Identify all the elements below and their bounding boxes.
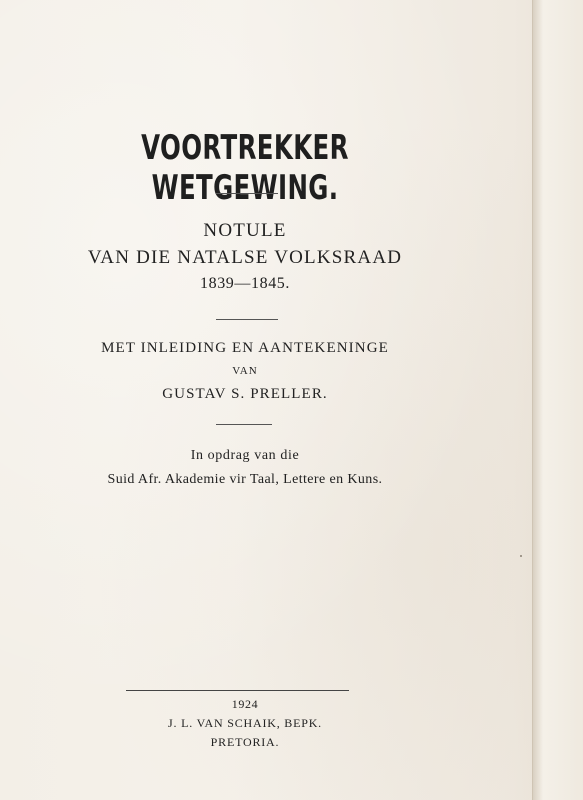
- author-name: GUSTAV S. PRELLER.: [162, 386, 328, 402]
- commission-line-1: In opdrag van die: [190, 448, 300, 463]
- year-range: 1839—1845.: [200, 275, 290, 292]
- divider-rule-2: [216, 319, 278, 320]
- publisher-name: J. L. VAN SCHAIK, BEPK.: [168, 716, 322, 730]
- adjacent-page-edge: [532, 0, 583, 800]
- page-title: VOORTREKKER WETGEWING.: [141, 128, 349, 208]
- publisher-city: PRETORIA.: [210, 735, 280, 749]
- publisher-rule: [126, 690, 349, 691]
- subtitle-line-2: VAN DIE NATALSE VOLKSRAAD: [87, 247, 403, 268]
- divider-rule-1: [216, 193, 278, 194]
- divider-rule-3: [216, 424, 272, 425]
- intro-line-2: VAN: [232, 365, 258, 377]
- paper-speck: [520, 555, 522, 557]
- publication-year: 1924: [231, 697, 259, 711]
- commission-line-2: Suid Afr. Akademie vir Taal, Lettere en Kuns.: [107, 472, 383, 487]
- subtitle-line-1: NOTULE: [203, 220, 287, 241]
- intro-line-1: MET INLEIDING EN AANTEKENINGE: [101, 340, 389, 356]
